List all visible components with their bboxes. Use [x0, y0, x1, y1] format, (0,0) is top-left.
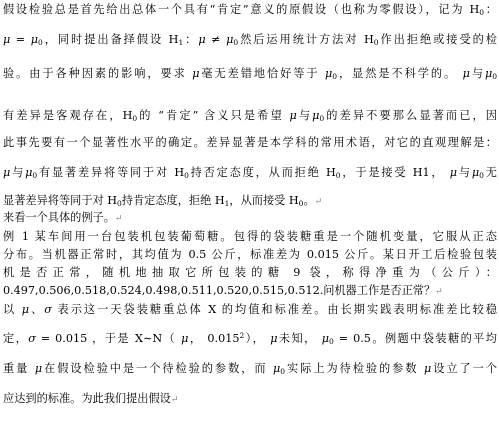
math-symbol: μ [21, 303, 30, 316]
math-symbol: μ [226, 33, 234, 46]
math-symbol: μ [273, 362, 281, 375]
text-run: ，于是接受 H1， [340, 166, 450, 179]
text-line [3, 67, 497, 81]
text-run: 分布。当机器正常时，其均值为 0.5 公斤，标准差为 0.015 公斤。某日开工后检验包装 [3, 248, 497, 261]
math-symbol: μ [449, 166, 458, 179]
text-line [3, 166, 497, 180]
text-run: = 0.5。例题中袋装糖的平均 [333, 332, 497, 345]
math-symbol: μ [312, 109, 320, 122]
text-run: = [10, 33, 31, 46]
text-line [3, 248, 497, 262]
superscript: 2 [239, 332, 245, 340]
text-run: 未知， [277, 332, 322, 345]
text-line [3, 266, 497, 280]
text-run: 假设检验总是首先给出总体一个具有“肯定”意义的原假设（也称为零假设），记为 H [3, 3, 480, 16]
text-run: 、 [29, 303, 45, 316]
paragraph-mark: ↵ [170, 395, 179, 405]
text-run: 无 [483, 166, 497, 179]
math-symbol: μ [30, 33, 38, 46]
subscript: 0 [298, 199, 304, 208]
text-run: 与 [469, 67, 485, 80]
text-run: ： [484, 3, 497, 16]
subscript: 0 [329, 337, 334, 346]
text-run: 显著差异将等同于对 H [3, 194, 118, 207]
math-symbol: μ [270, 332, 278, 345]
text-run: 实际上为待检验的参数 [285, 362, 424, 375]
text-line [3, 392, 497, 407]
text-run: 此事先要有一个显著性水平的确定。差异显著是本学科的常用术语，对它的直观理解是： [3, 136, 497, 149]
text-run: 持否定态度，从而拒绝 H [188, 166, 336, 179]
text-run: 与 [457, 166, 472, 179]
text-line [3, 3, 497, 17]
subscript: 0 [280, 367, 286, 376]
text-line [3, 303, 497, 317]
text-line [3, 194, 497, 209]
paragraph-mark: ↵ [314, 197, 323, 207]
math-symbol: μ [3, 33, 11, 46]
text-run: 0.497,0.506,0.518,0.524,0.498,0.511,0.520,0.515,0.512.问机器工作是否正常？ [3, 284, 436, 297]
text-run: ≠ [205, 33, 227, 46]
math-symbol: μ [471, 166, 480, 179]
text-run: ，显然是不科学的。 [337, 67, 463, 80]
text-run: 与 [296, 109, 313, 122]
math-symbol: μ [484, 67, 493, 80]
paragraph-mark: ↵ [435, 287, 443, 297]
subscript: 0 [38, 38, 43, 47]
math-symbol: σ [28, 332, 36, 345]
math-symbol: μ [198, 33, 206, 46]
text-run: ， 0.015 [188, 332, 240, 345]
text-run: 验。由于各种因素的影响，要求 [3, 67, 193, 80]
text-line [3, 362, 497, 376]
subscript: 0 [32, 171, 38, 180]
text-line [3, 33, 497, 47]
text-run: ，同时提出备择假设 H [42, 33, 179, 46]
math-symbol: μ [3, 166, 11, 179]
text-run: 表示这一天袋装糖重总体 X 的均值和标准差。由长期实践表明标准差比较稳 [51, 303, 497, 316]
math-symbol: μ [192, 67, 200, 80]
subscript: 0 [233, 38, 239, 47]
math-symbol: μ [325, 67, 333, 80]
subscript: 0 [117, 199, 122, 208]
text-line [3, 211, 497, 226]
text-run: 。 [303, 194, 315, 207]
text-run: 与 [10, 166, 26, 179]
paragraph-mark: ↵ [114, 214, 123, 224]
text-run: 持肯定态度，拒绝 H [121, 194, 225, 207]
text-line [3, 284, 497, 299]
text-run: 的 “肯定” 含义只是希望 [137, 109, 290, 122]
subscript: 0 [319, 114, 325, 123]
text-run: ： [183, 33, 199, 46]
subscript: 0 [373, 38, 379, 47]
subscript: 0 [332, 72, 338, 81]
text-run: 的差异不要那么显著而已，因 [324, 109, 497, 122]
subscript: 0 [479, 171, 484, 180]
text-run: 重量 [3, 362, 35, 375]
math-symbol: μ [424, 362, 432, 375]
text-line [3, 136, 497, 150]
math-symbol: σ [44, 303, 52, 316]
subscript: 1 [224, 199, 230, 208]
text-run: 以 [3, 303, 22, 316]
subscript: 1 [178, 38, 184, 47]
subscript: 0 [335, 171, 341, 180]
text-run: 然后运用统计方法对 H [238, 33, 374, 46]
text-run: 有显著差异将等同于对 H [37, 166, 185, 179]
text-run: 应达到的标准。为此我们提出假设 [3, 392, 171, 405]
math-symbol: μ [462, 67, 470, 80]
math-symbol: μ [181, 332, 189, 345]
text-run: ）， [244, 332, 271, 345]
text-run: 毫无差错地恰好等于 [199, 67, 326, 80]
text-line [3, 230, 497, 244]
math-symbol: μ [25, 166, 33, 179]
subscript: 0 [492, 72, 497, 81]
subscript: 0 [184, 171, 189, 180]
text-line [3, 109, 497, 123]
math-symbol: μ [321, 332, 330, 345]
subscript: 0 [479, 8, 485, 17]
subscript: 0 [132, 114, 138, 123]
text-run: 有差异是客观存在，H [3, 109, 133, 122]
text-run: 机是否正常，随机地抽取它所包装的糖 9 袋，称得净重为（公斤）： [3, 266, 497, 279]
text-run: ，从而接受 H [229, 194, 299, 207]
text-line [3, 332, 497, 346]
math-symbol: μ [34, 362, 43, 375]
math-symbol: μ [289, 109, 297, 122]
text-run: = 0.015 ，于是 X∼N（ [35, 332, 182, 345]
text-run: 作出拒绝或接受的检 [378, 33, 497, 46]
text-run: 来看一个具体的例子。 [3, 211, 115, 224]
text-run: 例 1 某车间用一台包装机包装葡萄糖。包得的袋装糖重是一个随机变量，它服从正态 [3, 230, 497, 243]
text-run: 在假设检验中是一个待检验的参数，而 [42, 362, 274, 375]
text-run: 设立了一个 [431, 362, 497, 375]
text-run: 定， [3, 332, 29, 345]
